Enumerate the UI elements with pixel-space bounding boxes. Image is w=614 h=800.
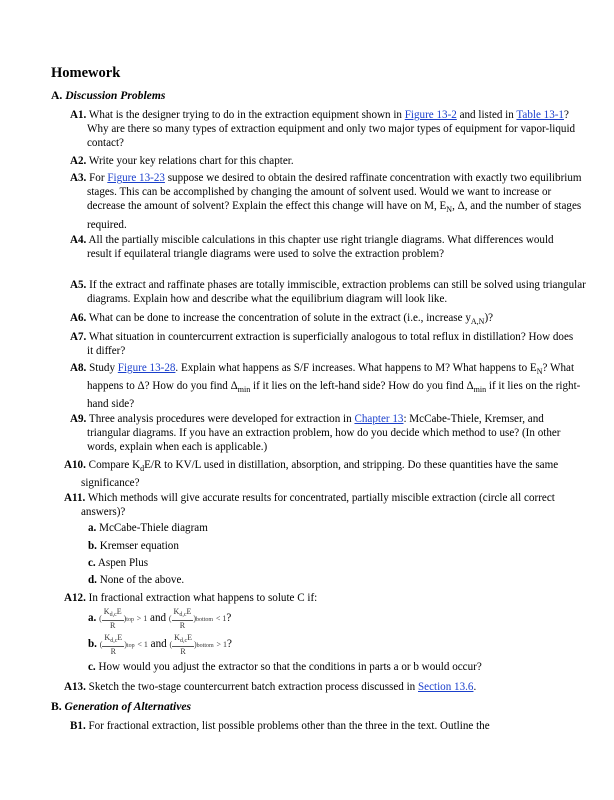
- link-figure-13-23[interactable]: Figure 13-23: [107, 172, 165, 184]
- option-a12-b: b. ( $\frac{K_{d,c}E}{R})top < 1$ and ( $\frac{K_{d,c}E}{R})bottom > 1$?: [88, 633, 232, 656]
- problem-a5: A5. If the extract and raffinate phases are totally immiscible, extraction problems can still be solved using triangular diagrams. Explain how and describe what the equilibrium diagram will look like.: [70, 279, 586, 306]
- section-b-heading: [51, 700, 191, 713]
- problem-a3: A3. For Figure 13-23 suppose we desired to obtain the desired raffinate concentration with exactly two equilibrium stages. This can be accomplished by changing the amount of solvent used. Would we want to increase or decrease the amount of solvent? Explain the effect this change will have on M, $E_N$, Δ, and the number of stages required.: [70, 172, 582, 231]
- problem-a13: A13. Sketch the two-stage countercurrent batch extraction process discussed in Section 13.6.: [64, 681, 477, 693]
- option-a12-c: c. How would you adjust the extractor so that the conditions in parts a or b would occur?: [88, 661, 482, 673]
- option-a11-c: c. Aspen Plus: [88, 557, 149, 569]
- link-chapter-13[interactable]: Chapter 13: [354, 413, 404, 425]
- page-title: Homework: [51, 65, 121, 81]
- link-figure-13-28[interactable]: Figure 13-28: [117, 362, 176, 374]
- fraction-kde-r: $\frac{K_{d,c}E}{R}$: [173, 607, 192, 630]
- section-letter: B.: [51, 700, 62, 713]
- problem-a2: A2. Write your key relations chart for this chapter.: [70, 155, 294, 167]
- option-a11-a: a. McCabe-Thiele diagram: [88, 522, 208, 534]
- problem-b1: B1. For fractional extraction, list possible problems other than the three in the text. Outline the: [70, 720, 490, 732]
- problem-a9: A9. Three analysis procedures were developed for extraction in Chapter 13: McCabe-Thiele, Kremser, and triangular diagrams. If you have an extraction problem, how do you decide which method to use? (In other words, explain when each is applicable.): [70, 413, 561, 454]
- link-section-13-6[interactable]: Section 13.6: [418, 681, 474, 693]
- problem-a4: A4. All the partially miscible calculations in this chapter use right triangle diagrams. What differences would result if equilateral triangle diagrams were used to solve the extraction problem?: [70, 234, 554, 261]
- section-a-heading: [51, 89, 165, 102]
- fraction-kde-r: $\frac{K_{d,c}E}{R}$: [104, 633, 123, 656]
- problem-a12: A12. In fractional extraction what happens to solute C if:: [64, 592, 318, 604]
- problem-a11: A11. Which methods will give accurate results for concentrated, partially miscible extraction (circle all correct answers)?: [64, 492, 555, 519]
- section-letter: A.: [51, 89, 63, 102]
- problem-a8: A8. Study Figure 13-28. Explain what happens as S/F increases. What happens to M? What happens to $E_N$? What happens to Δ? How do you find $\Delta_{min}$ if it lies on the left-hand side? How do you find $\Delta_{min}$ if it lies on the right-hand side?: [70, 362, 581, 411]
- fraction-kde-r: $\frac{K_{d,c}E}{R}$: [103, 607, 122, 630]
- link-table-13-1[interactable]: Table 13-1: [516, 109, 564, 121]
- problem-a1: A1. What is the designer trying to do in the extraction equipment shown in Figure 13-2 and listed in Table 13-1? Why are there so many types of extraction equipment and only two major types of equipment for vapor-liquid contact?: [70, 109, 576, 150]
- section-title: Generation of Alternatives: [64, 700, 192, 713]
- section-title: Discussion Problems: [65, 89, 166, 102]
- option-a11-d: d. None of the above.: [88, 574, 185, 586]
- link-figure-13-2[interactable]: Figure 13-2: [404, 109, 457, 121]
- option-a12-a: a. ( $\frac{K_{d,c}E}{R})top > 1$ and ( $\frac{K_{d,c}E}{R})bottom < 1$?: [88, 607, 232, 630]
- problem-a6: A6. What can be done to increase the concentration of solute in the extract (i.e., increase $y_{A,N}$)?: [70, 312, 494, 326]
- fraction-kde-r: $\frac{K_{d,c}E}{R}$: [174, 633, 192, 656]
- problem-a10: A10. Compare $K_dE/R$ to KV/L used in distillation, absorption, and stripping. Do these quantities have the same significance?: [64, 459, 559, 490]
- option-a11-b: b. Kremser equation: [88, 540, 179, 552]
- problem-a7: A7. What situation in countercurrent extraction is superficially analogous to total reflux in distillation? How does it differ?: [70, 331, 574, 358]
